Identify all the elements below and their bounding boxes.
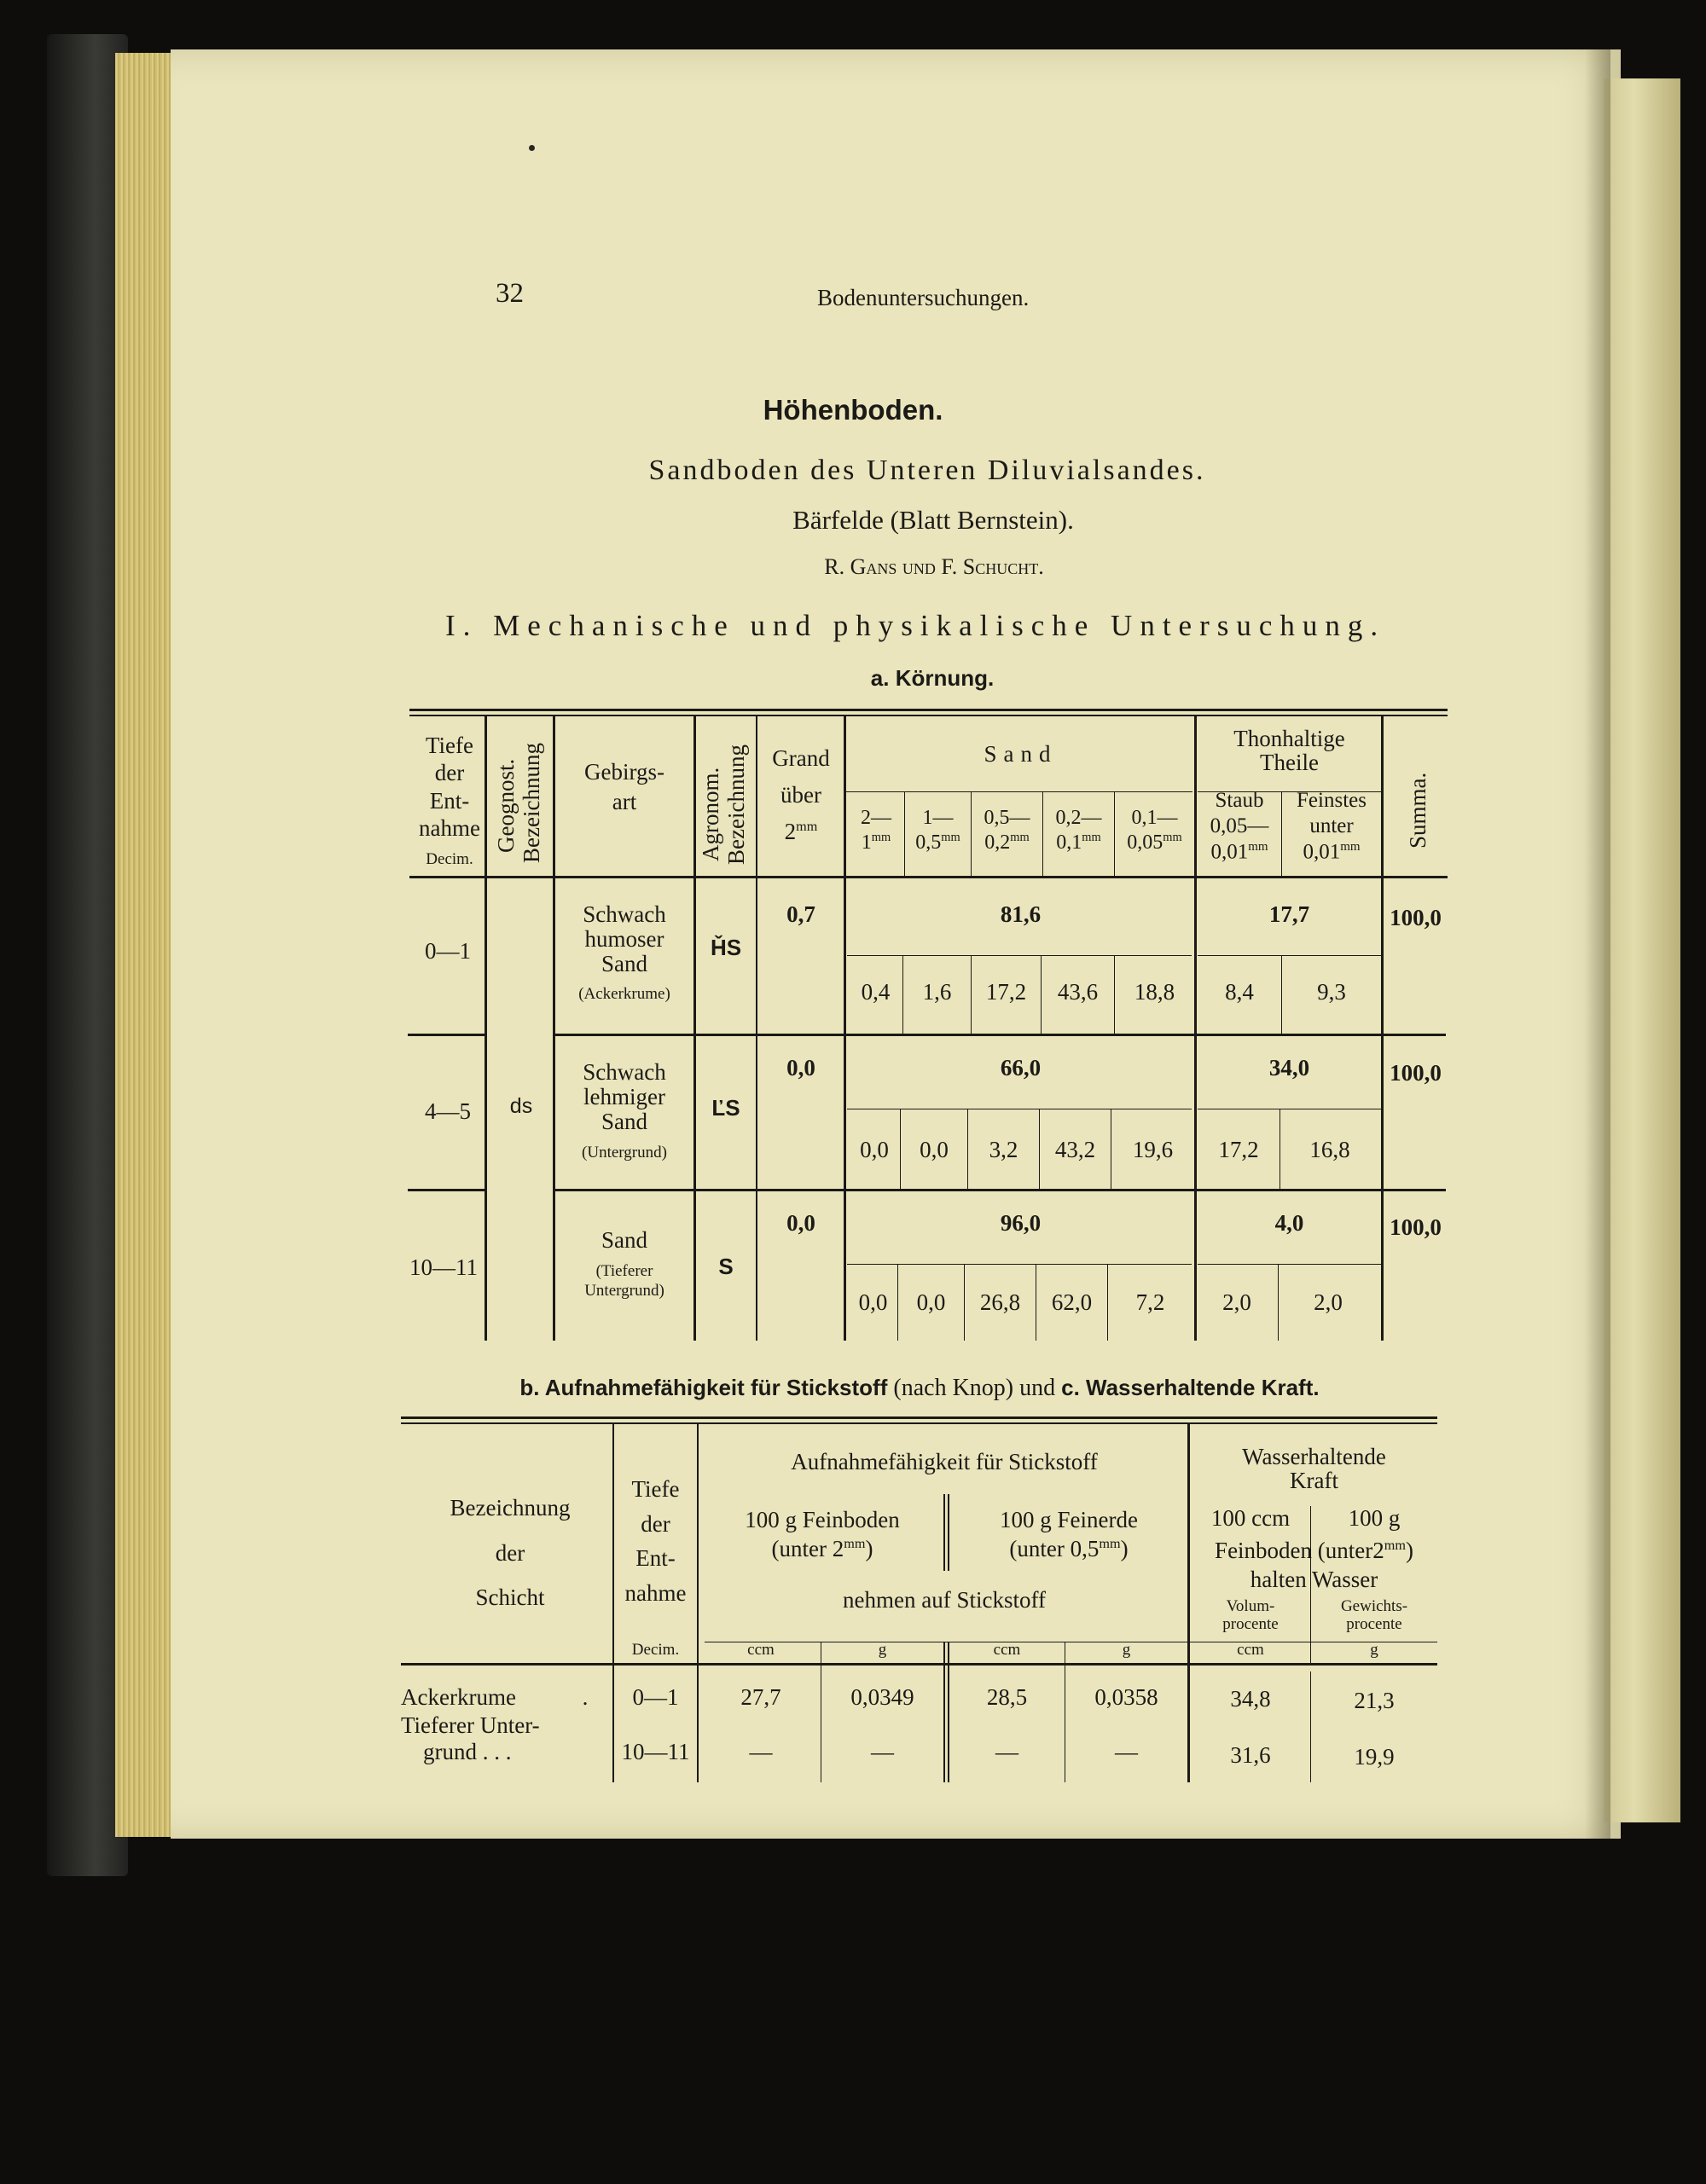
geognost-value: ds <box>509 1094 533 1118</box>
row3-sand-total: 96,0 <box>1000 1210 1042 1236</box>
header-text: 2 <box>784 819 797 845</box>
row3-staub: 2,0 <box>1222 1289 1251 1315</box>
b-row1-name: Ackerkrume <box>401 1684 516 1710</box>
unit-g-1: g <box>878 1641 887 1659</box>
unit-ccm-2: ccm <box>993 1641 1021 1659</box>
col-rule <box>756 715 757 1341</box>
cell-text: Untergrund) <box>584 1281 664 1300</box>
header-text: ) <box>865 1535 873 1561</box>
header-text: Feinstes <box>1297 789 1367 812</box>
col-rule <box>943 1642 945 1782</box>
row2-feinstes: 16,8 <box>1309 1137 1350 1162</box>
header-text: Thonhaltige <box>1233 726 1345 751</box>
header-tiefe-unit: Decim. <box>426 850 473 868</box>
header-fraction-1 <box>849 807 903 854</box>
subsection-bc-heading <box>519 1375 1319 1402</box>
header-100g: 100 g <box>1348 1505 1401 1531</box>
header-text: Tiefe <box>631 1476 680 1502</box>
row1-staub: 8,4 <box>1225 979 1254 1005</box>
header-text: 0,5 <box>915 831 942 854</box>
header-tiefe-b <box>614 1472 697 1610</box>
row1-fraction-2: 1,6 <box>922 979 952 1005</box>
b-row2-value-5: 31,6 <box>1230 1742 1271 1768</box>
row1-fraction-4: 43,6 <box>1057 979 1099 1005</box>
row2-fraction-5: 19,6 <box>1132 1137 1174 1162</box>
authors: R. Gans und F. Schucht. <box>824 554 1044 579</box>
row1-gebirgsart <box>556 902 693 976</box>
header-grand <box>758 740 844 851</box>
row2-grand: 0,0 <box>786 1055 815 1080</box>
header-text: Wasserhaltende <box>1242 1444 1386 1469</box>
row2-sand-total: 66,0 <box>1000 1055 1042 1080</box>
header-text: 100 g Feinboden <box>745 1507 900 1532</box>
header-fraction-2 <box>905 807 971 854</box>
header-thonhaltig <box>1198 727 1381 775</box>
b-row2-name-1: Tieferer Unter- <box>401 1712 540 1738</box>
unit-superscript: mm <box>1248 840 1268 854</box>
cell-text: humoser <box>584 926 664 953</box>
row-rule <box>1198 955 1384 956</box>
ink-dot <box>529 145 535 151</box>
header-text: 0,05— <box>1210 814 1269 837</box>
row2-fraction-2: 0,0 <box>920 1137 949 1162</box>
b-row2-tiefe: 10—11 <box>621 1739 690 1764</box>
header-text: 0,2— <box>1055 807 1102 829</box>
header-volum <box>1191 1598 1310 1634</box>
header-text: procente <box>1222 1614 1279 1633</box>
header-feinerde <box>949 1506 1188 1564</box>
header-100ccm: 100 ccm <box>1210 1505 1291 1531</box>
row2-tiefe: 4—5 <box>425 1098 471 1124</box>
row3-thon-total: 4,0 <box>1274 1210 1304 1236</box>
row3-grand: 0,0 <box>786 1210 815 1236</box>
b-row1-value-6: 21,3 <box>1354 1688 1395 1713</box>
table-rule <box>401 1663 1437 1666</box>
row2-fraction-1: 0,0 <box>860 1137 889 1162</box>
row2-staub: 17,2 <box>1218 1137 1259 1162</box>
subsection-a-heading: a. Körnung. <box>870 665 995 691</box>
row1-fraction-3: 17,2 <box>985 979 1027 1005</box>
unit-ccm-1: ccm <box>747 1641 775 1659</box>
unit-ccm-3: ccm <box>1237 1641 1264 1659</box>
header-text: nahme <box>624 1579 687 1606</box>
header-staub <box>1198 788 1281 865</box>
subsection-b-label: b. Aufnahmefähigkeit für Stickstoff <box>519 1375 888 1400</box>
b-row2-value-6: 19,9 <box>1354 1744 1395 1770</box>
header-wasser <box>1191 1445 1437 1493</box>
page-number: 32 <box>496 278 524 309</box>
b-row2-value-2: — <box>871 1739 894 1764</box>
col-rule <box>553 715 555 1341</box>
unit-superscript: mm <box>941 830 960 844</box>
page-shadow <box>1585 49 1610 1839</box>
header-text: 0,1 <box>1056 831 1082 854</box>
header-feinboden <box>701 1506 943 1564</box>
unit-g-3: g <box>1370 1641 1378 1659</box>
table-rule <box>401 1416 1437 1419</box>
row2-thon-total: 34,0 <box>1268 1055 1310 1080</box>
header-text: ) <box>1405 1538 1413 1563</box>
row2-note: (Untergrund) <box>582 1144 667 1162</box>
cell-text: (Tieferer <box>595 1262 653 1280</box>
header-text: 0,2 <box>984 831 1011 854</box>
header-text: 100 g Feinerde <box>1000 1507 1138 1532</box>
header-text: Kraft <box>1290 1468 1338 1494</box>
row-rule <box>847 1264 1192 1265</box>
header-text: 0,05 <box>1127 831 1163 854</box>
cell-text: Sand <box>601 1109 647 1135</box>
row3-summa: 100,0 <box>1390 1214 1442 1240</box>
col-rule <box>943 1494 945 1571</box>
header-text: procente <box>1346 1614 1402 1633</box>
header-fraction-5 <box>1115 807 1194 854</box>
header-agronom-1: Agronom. <box>698 767 723 861</box>
row3-fraction-3: 26,8 <box>979 1289 1021 1315</box>
b-row1-value-2: 0,0349 <box>850 1684 914 1710</box>
col-rule <box>697 1424 699 1782</box>
b-row1-value-4: 0,0358 <box>1094 1684 1158 1710</box>
b-row1-value-3: 28,5 <box>986 1684 1028 1710</box>
header-text: der <box>495 1539 525 1566</box>
running-head: Bodenuntersuchungen. <box>817 285 1030 310</box>
header-text: Ent- <box>635 1545 676 1571</box>
header-text: 1— <box>922 807 954 829</box>
unit-superscript: mm <box>1099 1535 1121 1551</box>
header-text: unter <box>1309 814 1354 837</box>
table-rule <box>846 791 1192 792</box>
unit-superscript: mm <box>844 1535 866 1551</box>
row2-agronom: ĽS <box>711 1095 740 1121</box>
unit-superscript: mm <box>1082 830 1101 844</box>
table-rule <box>409 876 1448 878</box>
header-text: Volum- <box>1226 1597 1275 1615</box>
header-text: art <box>612 789 637 815</box>
col-rule <box>693 715 696 1341</box>
cell-text: lehmiger <box>583 1084 665 1110</box>
header-halten: halten Wasser <box>1250 1567 1378 1592</box>
table-rule <box>409 715 1448 716</box>
header-fraction-3 <box>972 807 1042 854</box>
header-tiefe-b-unit: Decim. <box>631 1641 680 1659</box>
row1-note: (Ackerkrume) <box>578 985 670 1003</box>
header-text: über <box>780 782 821 808</box>
row3-gebirgsart: Sand <box>601 1227 647 1253</box>
b-row2-name-2: grund . . . <box>423 1739 512 1764</box>
header-geognost-2: Bezeichnung <box>519 743 544 863</box>
cell-text: Schwach <box>583 1059 666 1085</box>
row1-fraction-5: 18,8 <box>1134 979 1175 1005</box>
b-row1-value-5: 34,8 <box>1230 1686 1271 1712</box>
subtitle: Sandboden des Unteren Diluvialsandes. <box>648 455 1206 486</box>
col-rule <box>1194 715 1197 1341</box>
header-text: Staub <box>1215 789 1264 812</box>
header-agronom-2: Bezeichnung <box>723 744 749 865</box>
cell-text: Schwach <box>583 901 666 927</box>
subsection-c-label: c. Wasserhaltende Kraft. <box>1061 1375 1320 1400</box>
header-text: Gebirgs- <box>584 759 664 785</box>
row2-gebirgsart <box>556 1060 693 1134</box>
row1-feinstes: 9,3 <box>1317 979 1346 1005</box>
unit-superscript: mm <box>1010 830 1030 844</box>
unit-superscript: mm <box>796 819 818 835</box>
header-text: (unter 2 <box>771 1535 844 1561</box>
header-tiefe <box>415 732 485 843</box>
row2-fraction-4: 43,2 <box>1054 1137 1096 1162</box>
header-gebirgsart <box>556 757 693 817</box>
header-feinstes <box>1282 788 1381 865</box>
header-text: 0,01 <box>1210 840 1249 864</box>
row1-sand-total: 81,6 <box>1000 901 1042 927</box>
locality: Bärfelde (Blatt Bernstein). <box>792 505 1074 535</box>
row1-fraction-1: 0,4 <box>861 979 891 1005</box>
header-text: 0,01 <box>1303 840 1341 864</box>
header-sand: Sand <box>984 741 1058 767</box>
row1-summa: 100,0 <box>1390 905 1442 930</box>
row3-feinstes: 2,0 <box>1314 1289 1343 1315</box>
header-text: 0,1— <box>1131 807 1178 829</box>
row-rule <box>1198 1264 1384 1265</box>
row3-fraction-4: 62,0 <box>1051 1289 1093 1315</box>
header-text: Grand <box>772 745 830 771</box>
table-rule <box>409 709 1448 711</box>
unit-g-2: g <box>1122 1641 1131 1659</box>
row-rule <box>554 1034 1446 1036</box>
header-feinboden-line <box>1191 1538 1437 1562</box>
row-rule <box>408 1189 485 1191</box>
row-rule <box>554 1189 1446 1191</box>
row3-fraction-5: 7,2 <box>1135 1289 1165 1315</box>
header-text: 2— <box>861 807 891 829</box>
facing-page-edge <box>1604 78 1680 1822</box>
section-heading: I. Mechanische und physikalische Untersuchung. <box>445 609 1386 642</box>
col-rule <box>1381 715 1384 1341</box>
b-row2-value-1: — <box>749 1739 773 1764</box>
b-row1-tiefe: 0—1 <box>632 1684 679 1710</box>
header-text: 0,5— <box>984 807 1030 829</box>
header-text: ) <box>1120 1535 1129 1561</box>
header-text: Gewichts- <box>1340 1597 1408 1615</box>
b-row1-value-1: 27,7 <box>740 1684 781 1710</box>
row3-fraction-2: 0,0 <box>916 1289 946 1315</box>
header-text: 1 <box>861 831 872 854</box>
header-bezeichnung <box>408 1486 612 1620</box>
b-row1-dot: . <box>582 1684 589 1710</box>
header-gewichts <box>1311 1598 1437 1634</box>
page-title: Höhenboden. <box>763 394 943 426</box>
row1-thon-total: 17,7 <box>1268 901 1310 927</box>
unit-superscript: mm <box>871 830 891 844</box>
header-geognost-1: Geognost. <box>493 758 519 853</box>
header-aufnahme: Aufnahmefähigkeit für Stickstoff <box>791 1449 1098 1474</box>
header-text: (unter 0,5 <box>1009 1535 1100 1561</box>
unit-superscript: mm <box>1163 830 1182 844</box>
row3-agronom: S <box>718 1254 734 1279</box>
table-rule <box>401 1422 1437 1424</box>
header-text: nahme <box>419 815 480 842</box>
col-rule <box>485 715 487 1341</box>
header-text: der <box>641 1510 670 1537</box>
cell-text: Sand <box>601 951 647 977</box>
row1-agronom: ȞS <box>710 935 742 960</box>
b-row2-value-4: — <box>1115 1739 1138 1764</box>
header-nehmen: nehmen auf Stickstoff <box>843 1587 1046 1613</box>
subsection-middle: (nach Knop) und <box>887 1375 1062 1401</box>
row3-note <box>556 1262 693 1301</box>
unit-superscript: mm <box>1340 840 1361 854</box>
b-row2-value-3: — <box>995 1739 1018 1764</box>
row-rule <box>847 955 1192 956</box>
header-text: der <box>434 760 465 786</box>
header-summa: Summa. <box>1405 772 1430 849</box>
row2-fraction-3: 3,2 <box>989 1137 1018 1162</box>
header-text: Schicht <box>475 1584 545 1611</box>
header-text: Bezeichnung <box>450 1495 571 1521</box>
header-text: Feinboden (unter2 <box>1215 1538 1384 1563</box>
row2-summa: 100,0 <box>1390 1060 1442 1086</box>
col-rule <box>1187 1424 1190 1782</box>
col-rule <box>844 715 846 1341</box>
row3-tiefe: 10—11 <box>409 1254 478 1280</box>
header-text: Ent- <box>429 787 470 814</box>
header-text: Theile <box>1260 750 1319 776</box>
header-text: Tiefe <box>425 733 473 758</box>
row-rule <box>408 1034 485 1036</box>
header-fraction-4 <box>1043 807 1114 854</box>
row1-tiefe: 0—1 <box>425 938 471 964</box>
row3-fraction-1: 0,0 <box>858 1289 888 1315</box>
unit-superscript: mm <box>1384 1538 1406 1553</box>
row1-grand: 0,7 <box>786 901 815 927</box>
